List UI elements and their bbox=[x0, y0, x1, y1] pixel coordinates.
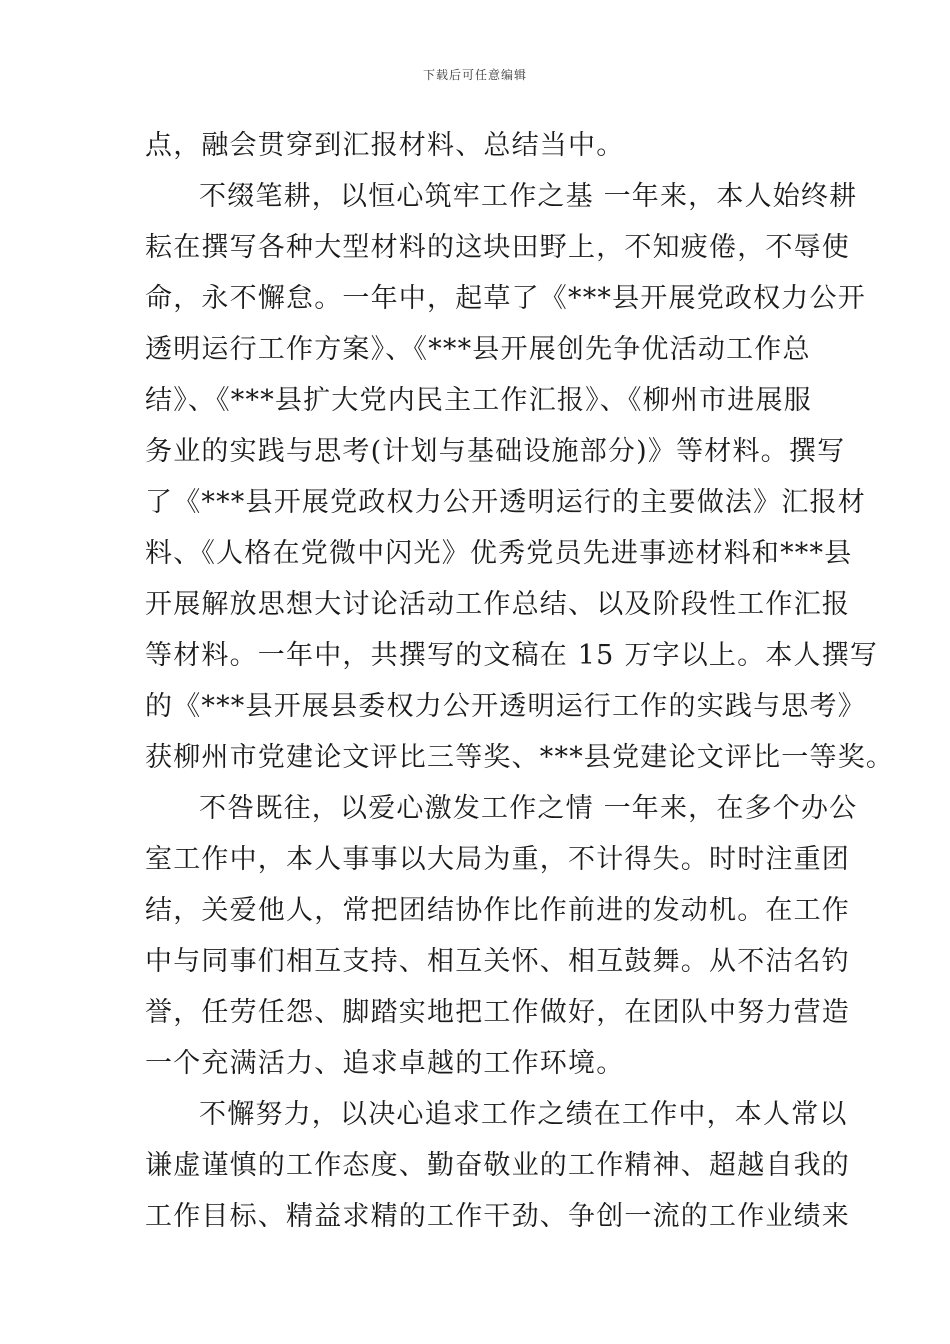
text-line: 中与同事们相互支持、相互关怀、相互鼓舞。从不沽名钓 bbox=[145, 946, 850, 977]
text-line: 透明运行工作方案》、《***县开展创先争优活动工作总 bbox=[145, 334, 811, 365]
text-line: 誉，任劳任怨、脚踏实地把工作做好，在团队中努力营造 bbox=[145, 997, 850, 1028]
text-line: 的《***县开展县委权力公开透明运行工作的实践与思考》 bbox=[145, 691, 866, 722]
text-line: 耘在撰写各种大型材料的这块田野上，不知疲倦，不辱使 bbox=[145, 232, 850, 263]
text-line: 获柳州市党建论文评比三等奖、***县党建论文评比一等奖。 bbox=[145, 742, 895, 773]
text-line: 不缀笔耕，以恒心筑牢工作之基 一年来，本人始终耕 bbox=[199, 181, 858, 212]
text-line: 不咎既往，以爱心激发工作之情 一年来，在多个办公 bbox=[199, 793, 858, 824]
text-line: 等材料。一年中，共撰写的文稿在 15 万字以上。本人撰写 bbox=[145, 640, 879, 671]
text-line: 结，关爱他人，常把团结协作比作前进的发动机。在工作 bbox=[145, 895, 850, 926]
text-line: 谦虚谨慎的工作态度、勤奋敬业的工作精神、超越自我的 bbox=[145, 1150, 850, 1181]
text-line: 了《***县开展党政权力公开透明运行的主要做法》汇报材 bbox=[145, 487, 866, 518]
text-line: 点，融会贯穿到汇报材料、总结当中。 bbox=[145, 130, 625, 161]
body-text bbox=[145, 120, 895, 1242]
text-line: 室工作中，本人事事以大局为重，不计得失。时时注重团 bbox=[145, 844, 850, 875]
text-line: 结》、《***县扩大党内民主工作汇报》、《柳州市进展服 bbox=[145, 385, 812, 416]
page-header: 下载后可任意编辑 bbox=[422, 68, 527, 82]
text-line: 料、《人格在党微中闪光》优秀党员先进事迹材料和***县 bbox=[145, 538, 853, 569]
text-line: 务业的实践与思考(计划与基础设施部分)》等材料。撰写 bbox=[145, 436, 846, 467]
text-line: 开展解放思想大讨论活动工作总结、以及阶段性工作汇报 bbox=[145, 589, 850, 620]
text-line: 工作目标、精益求精的工作干劲、争创一流的工作业绩来 bbox=[145, 1201, 850, 1232]
text-line: 一个充满活力、追求卓越的工作环境。 bbox=[145, 1048, 625, 1079]
text-line: 不懈努力，以决心追求工作之绩在工作中，本人常以 bbox=[199, 1099, 848, 1130]
text-line: 命，永不懈怠。一年中，起草了《***县开展党政权力公开 bbox=[145, 283, 866, 314]
